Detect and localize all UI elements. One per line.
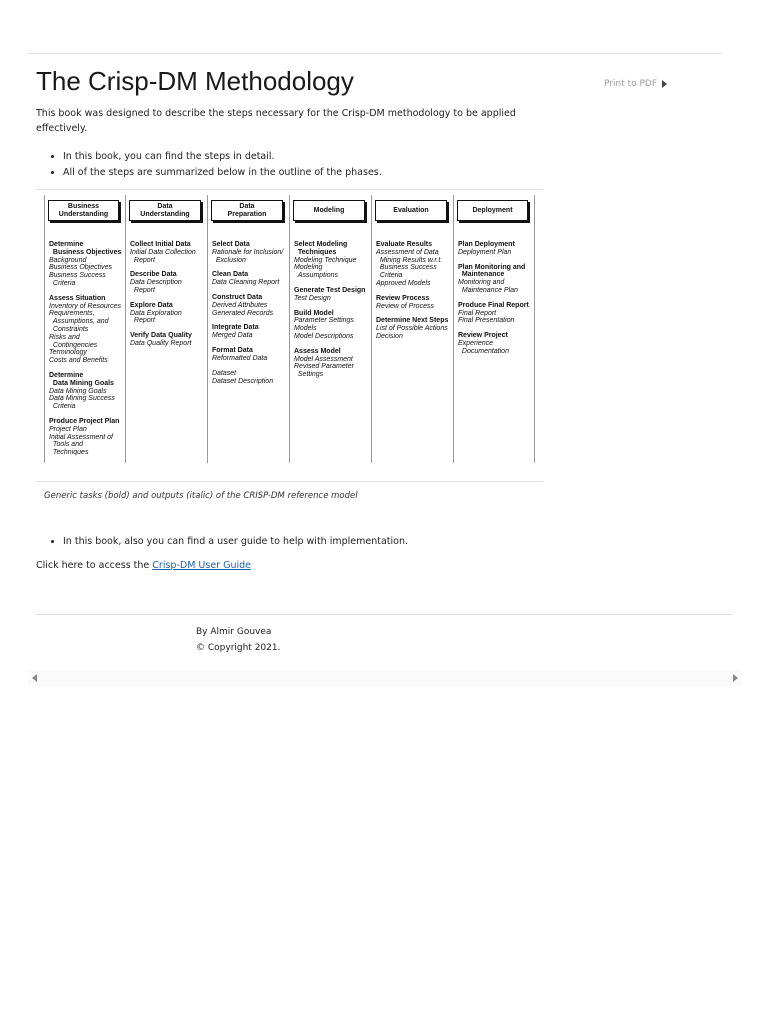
- phase-column: [126, 195, 208, 463]
- task-output: Inventory of Resources: [49, 302, 121, 310]
- task-output: [212, 363, 288, 371]
- user-guide-link[interactable]: Crisp-DM User Guide: [152, 560, 251, 571]
- task-output: Terminology: [49, 349, 87, 357]
- generic-task: [130, 241, 206, 264]
- phase-column: [372, 195, 454, 463]
- task-name: Build Model: [294, 309, 334, 317]
- generic-task: [458, 332, 533, 355]
- task-name: Plan Monitoring and Maintenance: [458, 263, 526, 279]
- phase-title: [457, 200, 528, 221]
- phase-column: [44, 195, 126, 463]
- list-item: • In this book, also you can find a user guide to help with implementation.: [63, 534, 408, 550]
- task-output: Test Design: [294, 294, 331, 302]
- task-output: Initial Data Collection Report: [130, 248, 196, 264]
- figure-bottom-divider: [36, 481, 543, 482]
- phase-title: [48, 200, 119, 221]
- phase-title-text: Deployment: [472, 206, 513, 214]
- generic-task: [376, 317, 452, 340]
- horizontal-scrollbar[interactable]: [28, 670, 742, 686]
- page-title: The Crisp-DM Methodology: [36, 66, 354, 96]
- phase-title-text: Data Understanding: [140, 202, 190, 218]
- task-output: Data Description Report: [130, 279, 182, 294]
- task-name: Explore Data: [130, 301, 173, 309]
- task-output: Business Objectives: [49, 264, 113, 272]
- phase-title-text: Business Understanding: [58, 202, 109, 218]
- task-name: Integrate Data: [212, 324, 259, 332]
- footer-divider: [36, 614, 732, 615]
- task-name: Assess Situation: [49, 294, 106, 302]
- generic-task: [212, 241, 288, 264]
- task-name: Verify Data Quality: [130, 332, 192, 340]
- task-output: Monitoring and Maintenance Plan: [458, 279, 518, 294]
- generic-task: [212, 294, 288, 317]
- task-list: [130, 241, 206, 348]
- task-output: Costs and Benefits: [49, 357, 108, 365]
- task-list: [458, 241, 533, 356]
- generic-task: [294, 348, 370, 379]
- phase-title: [129, 200, 201, 221]
- generic-task: [458, 302, 533, 325]
- task-name: Generate Test Design: [294, 286, 366, 294]
- task-name: Construct Data: [212, 293, 263, 301]
- generic-task: [376, 241, 452, 288]
- phase-title: [375, 200, 447, 221]
- task-output: Generated Records: [212, 309, 274, 317]
- phase-title-text: Modeling: [313, 206, 345, 214]
- task-output: Rationale for Inclusion/ Exclusion: [212, 248, 284, 264]
- task-list: [376, 241, 452, 341]
- list-item: • All of the steps are summarized below in the outline of the phases.: [63, 165, 382, 181]
- generic-task: [49, 372, 124, 411]
- print-to-pdf-label: Print to PDF: [604, 79, 657, 89]
- task-name: Determine Data Mining Goals: [49, 371, 114, 387]
- intro-bullet-list: [36, 149, 382, 181]
- author-text: By Almir Gouvea: [196, 627, 272, 637]
- task-name: Assess Model: [294, 347, 341, 355]
- task-output: Business Success Criteria: [49, 272, 106, 287]
- task-output: Deployment Plan: [458, 248, 512, 256]
- generic-task: [294, 241, 370, 280]
- access-prefix: Click here to access the: [36, 560, 153, 571]
- task-output: Merged Data: [212, 332, 253, 340]
- task-name: Determine Next Steps: [376, 317, 449, 325]
- task-output: Experience Documentation: [458, 339, 509, 355]
- phase-title: [211, 200, 283, 221]
- user-guide-access-line: [36, 560, 251, 571]
- task-name: Format Data: [212, 346, 253, 354]
- task-name: Produce Project Plan: [49, 417, 120, 425]
- task-name: Evaluate Results: [376, 241, 433, 248]
- task-name: Describe Data: [130, 271, 177, 279]
- task-output: Modeling Assumptions: [294, 264, 338, 280]
- task-name: Collect Initial Data: [130, 241, 191, 248]
- task-name: Clean Data: [212, 271, 249, 279]
- task-name: Review Project: [458, 332, 508, 340]
- task-output: Background: [49, 256, 87, 264]
- footer: [196, 624, 280, 656]
- intro-paragraph: This book was designed to describe the steps necessary for the Crisp-DM methodology to be applied effectively.: [36, 108, 516, 134]
- phase-title-text: Data Preparation: [227, 202, 267, 218]
- task-output: Risks and Contingencies: [49, 333, 98, 349]
- scroll-left-arrow-icon[interactable]: [32, 674, 37, 682]
- task-list: [294, 241, 370, 379]
- task-output: Model Descriptions: [294, 332, 354, 340]
- task-output: Derived Attributes: [212, 301, 268, 309]
- task-output: Requirements, Assumptions, and Constraints: [49, 310, 109, 333]
- task-output: Assessment of Data Mining Results w.r.t. Business Success Criteria: [376, 248, 443, 280]
- generic-task: [458, 264, 533, 295]
- task-name: Determine Business Objectives: [49, 241, 122, 256]
- task-list: [212, 241, 288, 386]
- generic-task: [49, 241, 124, 288]
- task-output: Decision: [376, 332, 403, 340]
- task-output: List of Possible Actions: [376, 325, 448, 333]
- phase-column: [290, 195, 372, 463]
- phase-column: [454, 195, 535, 463]
- task-output: Data Mining Goals: [49, 387, 107, 395]
- task-output: Parameter Settings: [294, 317, 354, 325]
- figure-caption: Generic tasks (bold) and outputs (italic) of the CRISP-DM reference model: [44, 491, 358, 501]
- print-to-pdf-button[interactable]: [604, 79, 667, 89]
- task-output: Final Presentation: [458, 317, 515, 325]
- task-name: Select Data: [212, 241, 250, 248]
- figure-top-divider: [36, 189, 543, 190]
- phase-title-text: Evaluation: [393, 206, 429, 214]
- task-name: Produce Final Report: [458, 301, 529, 309]
- generic-task: [376, 295, 452, 311]
- scroll-right-arrow-icon[interactable]: [733, 674, 738, 682]
- task-output: Models: [294, 325, 317, 333]
- generic-task: [212, 271, 288, 287]
- generic-task: [130, 332, 206, 348]
- task-list: [49, 241, 124, 457]
- generic-task: [294, 287, 370, 303]
- task-name: Select Modeling Techniques: [294, 241, 348, 256]
- generic-task: [130, 271, 206, 294]
- copyright-text: © Copyright 2021.: [196, 643, 281, 653]
- top-divider: [28, 53, 722, 54]
- task-output: Data Quality Report: [130, 339, 192, 347]
- guide-bullet-list: [36, 534, 408, 550]
- generic-task: [294, 310, 370, 341]
- generic-task: [212, 324, 288, 340]
- task-output: Model Assessment: [294, 355, 353, 363]
- play-triangle-icon: [662, 80, 667, 88]
- task-name: Review Process: [376, 294, 430, 302]
- task-output: Project Plan: [49, 425, 87, 433]
- generic-task: [212, 347, 288, 386]
- task-output: Review of Process: [376, 302, 434, 310]
- crisp-dm-reference-model-figure: [44, 195, 535, 463]
- task-output: Data Exploration Report: [130, 309, 182, 325]
- task-output: Modeling Technique: [294, 256, 357, 264]
- task-output: Data Cleaning Report: [212, 279, 280, 287]
- task-name: Plan Deployment: [458, 241, 515, 248]
- task-output: Approved Models: [376, 279, 431, 287]
- task-output: Dataset Description: [212, 378, 274, 386]
- generic-task: [49, 418, 124, 457]
- list-item: • In this book, you can find the steps in detail.: [63, 149, 382, 165]
- task-output: Revised Parameter Settings: [294, 363, 354, 379]
- task-output: Initial Assessment of Tools and Techniques: [49, 433, 113, 457]
- task-output: Final Report: [458, 309, 497, 317]
- generic-task: [458, 241, 533, 257]
- generic-task: [49, 295, 124, 365]
- task-output: Data Mining Success Criteria: [49, 395, 115, 411]
- phase-title: [293, 200, 365, 221]
- generic-task: [130, 302, 206, 325]
- phase-column: [208, 195, 290, 463]
- task-output: Reformatted Data: [212, 354, 268, 362]
- task-output: Dataset: [212, 370, 237, 378]
